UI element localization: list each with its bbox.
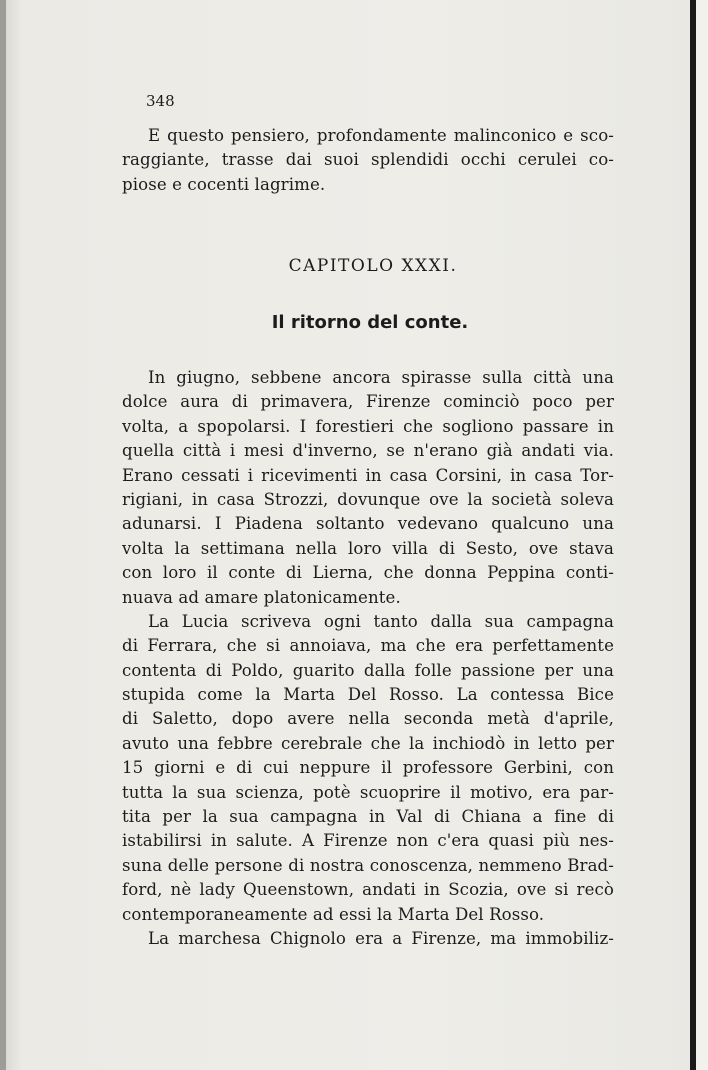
text-line: Erano cessati i ricevimenti in casa Corsini, in casa Tor- — [122, 465, 614, 485]
chapter-title: CAPITOLO XXXI. — [288, 256, 458, 276]
text-line: volta la settimana nella loro villa di Sesto, ove stava — [122, 538, 614, 558]
text-line: E questo pensiero, profondamente malinconico e sco- — [148, 126, 614, 145]
text-line: nuava ad amare platonicamente. — [122, 587, 401, 607]
text-line: quella città i mesi d'inverno, se n'erano già andati via. — [122, 441, 614, 461]
text-line: raggiante, trasse dai suoi splendidi occhi cerulei co- — [122, 150, 614, 170]
text-line: piose e cocenti lagrime. — [122, 174, 326, 194]
text-line: avuto una febbre cerebrale che la inchiodò in letto per — [122, 733, 614, 753]
opening-paragraph — [122, 124, 614, 197]
text-line: rigiani, in casa Strozzi, dovunque ove la società soleva — [122, 489, 614, 509]
text-line: 15 giorni e di cui neppure il professore Gerbini, con — [122, 758, 614, 778]
text-line: In giugno, sebbene ancora spirasse sulla città una — [148, 368, 614, 387]
text-line: di Saletto, dopo avere nella seconda metà d'aprile, — [122, 709, 614, 729]
text-line: volta, a spopolarsi. I forestieri che sogliono passare in — [122, 416, 614, 436]
text-line: ford, nè lady Queenstown, andati in Scozia, ove si recò — [122, 880, 614, 900]
text-line: contemporaneamente ad essi la Marta Del Rosso. — [122, 904, 545, 924]
page-number: 348 — [146, 92, 175, 110]
book-spine-shadow — [0, 0, 6, 1070]
text-line: tutta la sua scienza, potè scuoprire il motivo, era par- — [122, 782, 614, 802]
text-line: adunarsi. I Piadena soltanto vedevano qualcuno una — [122, 514, 614, 534]
chapter-body — [122, 366, 614, 951]
text-line: suna delle persone di nostra conoscenza, nemmeno Brad- — [122, 855, 614, 875]
text-line: tita per la sua campagna in Val di Chiana a fine di — [122, 807, 614, 827]
text-line: contenta di Poldo, guarito dalla folle passione per una — [122, 660, 614, 680]
text-line: La Lucia scriveva ogni tanto dalla sua campagna — [148, 611, 614, 631]
text-line: stupida come la Marta Del Rosso. La contessa Bice — [122, 685, 614, 705]
text-line: di Ferrara, che si annoiava, ma che era perfettamente — [122, 636, 614, 656]
text-line: con loro il conte di Lierna, che donna Peppina conti- — [122, 563, 614, 583]
chapter-subtitle: Il ritorno del conte. — [271, 312, 469, 333]
text-line: La marchesa Chignolo era a Firenze, ma immobiliz- — [148, 928, 614, 948]
text-line: istabilirsi in salute. A Firenze non c'era quasi più nes- — [122, 831, 614, 851]
text-line: dolce aura di primavera, Firenze cominciò poco per — [122, 392, 614, 412]
scan-margin — [696, 0, 708, 1070]
